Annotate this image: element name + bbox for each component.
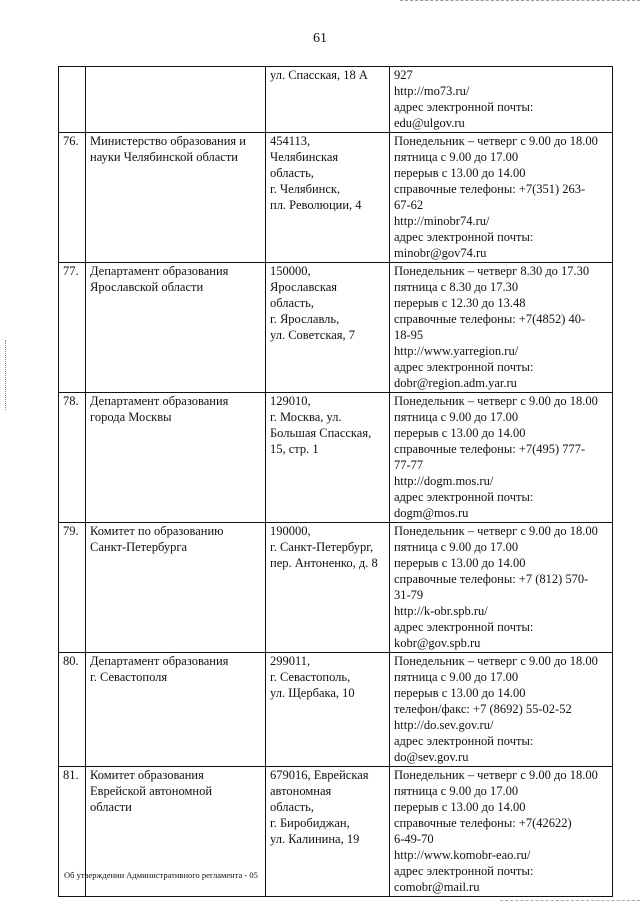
contacts-cell bbox=[390, 393, 613, 523]
address-line: г. Севастополь, bbox=[270, 670, 351, 684]
table-row bbox=[59, 133, 613, 263]
address-cell bbox=[266, 133, 390, 263]
table-row bbox=[59, 263, 613, 393]
organization-name-line: г. Севастополя bbox=[90, 670, 168, 684]
contact-line: Понедельник – четверг с 9.00 до 18.00 bbox=[394, 524, 598, 538]
contact-line: 6-49-70 bbox=[394, 832, 434, 846]
contact-line: адрес электронной почты: bbox=[394, 360, 534, 374]
address-line: пл. Революции, 4 bbox=[270, 198, 362, 212]
row-number-cell bbox=[59, 133, 86, 263]
organization-name-cell bbox=[86, 653, 266, 767]
organization-name-line: Департамент образования bbox=[90, 654, 229, 668]
contact-line: перерыв с 12.30 до 13.48 bbox=[394, 296, 526, 310]
contact-line: перерыв с 13.00 до 14.00 bbox=[394, 426, 526, 440]
address-line: ул. Калинина, 19 bbox=[270, 832, 360, 846]
contact-line: Понедельник – четверг с 9.00 до 18.00 bbox=[394, 768, 598, 782]
contact-line: пятница с 9.00 до 17.00 bbox=[394, 150, 519, 164]
address-line: г. Москва, ул. bbox=[270, 410, 342, 424]
contact-line: 67-62 bbox=[394, 198, 424, 212]
table-row bbox=[59, 393, 613, 523]
contact-line: Понедельник – четверг с 9.00 до 18.00 bbox=[394, 654, 598, 668]
organization-name-line: науки Челябинской области bbox=[90, 150, 238, 164]
table-row bbox=[59, 653, 613, 767]
contact-line: Понедельник – четверг с 9.00 до 18.00 bbox=[394, 394, 598, 408]
address-line: пер. Антоненко, д. 8 bbox=[270, 556, 378, 570]
row-number-cell bbox=[59, 523, 86, 653]
row-number: 80. bbox=[63, 654, 79, 668]
row-number-cell bbox=[59, 653, 86, 767]
address-line: Ярославская bbox=[270, 280, 338, 294]
contact-line: http://www.komobr-eao.ru/ bbox=[394, 848, 531, 862]
contact-line: do@sev.gov.ru bbox=[394, 750, 469, 764]
organization-name-cell bbox=[86, 263, 266, 393]
address-line: ул. Советская, 7 bbox=[270, 328, 355, 342]
scan-margin-marks bbox=[5, 340, 8, 410]
contact-line: пятница с 9.00 до 17.00 bbox=[394, 670, 519, 684]
contacts-cell bbox=[390, 67, 613, 133]
contact-line: справочные телефоны: +7 (812) 570- bbox=[394, 572, 589, 586]
row-number: 77. bbox=[63, 264, 79, 278]
row-number: 78. bbox=[63, 394, 79, 408]
contact-line: edu@ulgov.ru bbox=[394, 116, 465, 130]
contact-line: kobr@gov.spb.ru bbox=[394, 636, 481, 650]
address-cell bbox=[266, 67, 390, 133]
contact-line: пятница с 9.00 до 17.00 bbox=[394, 410, 519, 424]
address-line: г. Ярославль, bbox=[270, 312, 340, 326]
contacts-cell bbox=[390, 263, 613, 393]
contact-line: http://dogm.mos.ru/ bbox=[394, 474, 494, 488]
contact-line: перерыв с 13.00 до 14.00 bbox=[394, 800, 526, 814]
organization-name-line: Ярославской области bbox=[90, 280, 204, 294]
organization-name-line: Департамент образования bbox=[90, 394, 229, 408]
contact-line: 18-95 bbox=[394, 328, 424, 342]
organization-name-cell bbox=[86, 67, 266, 133]
address-line: ул. Щербака, 10 bbox=[270, 686, 355, 700]
contact-line: адрес электронной почты: bbox=[394, 734, 534, 748]
contact-line: http://k-obr.spb.ru/ bbox=[394, 604, 488, 618]
organization-name-cell bbox=[86, 523, 266, 653]
contact-line: http://www.yarregion.ru/ bbox=[394, 344, 519, 358]
contact-line: телефон/факс: +7 (8692) 55-02-52 bbox=[394, 702, 572, 716]
contact-line: адрес электронной почты: bbox=[394, 100, 534, 114]
contact-line: dobr@region.adm.yar.ru bbox=[394, 376, 517, 390]
document-footer: Об утверждении Административного регламента - 05 bbox=[64, 870, 258, 880]
contact-line: перерыв с 13.00 до 14.00 bbox=[394, 686, 526, 700]
contact-line: перерыв с 13.00 до 14.00 bbox=[394, 556, 526, 570]
address-line: 299011, bbox=[270, 654, 311, 668]
contact-line: пятница с 9.00 до 17.00 bbox=[394, 540, 519, 554]
row-number-cell bbox=[59, 393, 86, 523]
organization-name-line: города Москвы bbox=[90, 410, 172, 424]
address-line: Большая Спасская, bbox=[270, 426, 372, 440]
contacts-cell bbox=[390, 133, 613, 263]
address-line: 679016, Еврейская bbox=[270, 768, 369, 782]
contact-line: Понедельник – четверг с 9.00 до 18.00 bbox=[394, 134, 598, 148]
contact-line: пятница с 8.30 до 17.30 bbox=[394, 280, 519, 294]
organization-name-line: Комитет образования bbox=[90, 768, 204, 782]
address-cell bbox=[266, 653, 390, 767]
contact-line: перерыв с 13.00 до 14.00 bbox=[394, 166, 526, 180]
address-line: г. Биробиджан, bbox=[270, 816, 350, 830]
address-line: ул. Спасская, 18 А bbox=[270, 68, 368, 82]
address-line: 190000, bbox=[270, 524, 311, 538]
contact-line: minobr@gov74.ru bbox=[394, 246, 487, 260]
address-cell bbox=[266, 523, 390, 653]
table-row bbox=[59, 523, 613, 653]
address-line: 454113, bbox=[270, 134, 311, 148]
address-line: г. Челябинск, bbox=[270, 182, 341, 196]
address-line: г. Санкт-Петербург, bbox=[270, 540, 374, 554]
contact-line: comobr@mail.ru bbox=[394, 880, 480, 894]
address-line: 129010, bbox=[270, 394, 311, 408]
address-line: Челябинская bbox=[270, 150, 339, 164]
row-number: 81. bbox=[63, 768, 79, 782]
address-line: область, bbox=[270, 296, 314, 310]
table-body bbox=[59, 67, 613, 897]
contact-line: http://do.sev.gov.ru/ bbox=[394, 718, 494, 732]
contacts-cell bbox=[390, 653, 613, 767]
row-number-cell bbox=[59, 263, 86, 393]
row-number: 79. bbox=[63, 524, 79, 538]
contact-line: адрес электронной почты: bbox=[394, 620, 534, 634]
organization-name-cell bbox=[86, 393, 266, 523]
address-cell bbox=[266, 263, 390, 393]
organization-name-line: Еврейской автономной bbox=[90, 784, 213, 798]
address-line: область, bbox=[270, 166, 314, 180]
address-cell bbox=[266, 393, 390, 523]
address-line: 15, стр. 1 bbox=[270, 442, 319, 456]
contact-line: 77-77 bbox=[394, 458, 424, 472]
contact-line: Понедельник – четверг 8.30 до 17.30 bbox=[394, 264, 590, 278]
contact-line: пятница с 9.00 до 17.00 bbox=[394, 784, 519, 798]
row-number-cell bbox=[59, 67, 86, 133]
row-number: 76. bbox=[63, 134, 79, 148]
contact-line: 31-79 bbox=[394, 588, 424, 602]
contact-line: http://minobr74.ru/ bbox=[394, 214, 490, 228]
organization-name-line: Департамент образования bbox=[90, 264, 229, 278]
contact-line: dogm@mos.ru bbox=[394, 506, 469, 520]
table-row bbox=[59, 67, 613, 133]
contact-line: справочные телефоны: +7(495) 777- bbox=[394, 442, 586, 456]
organizations-table bbox=[58, 66, 613, 897]
contact-line: справочные телефоны: +7(351) 263- bbox=[394, 182, 586, 196]
top-scan-line bbox=[400, 0, 640, 1]
address-line: 150000, bbox=[270, 264, 311, 278]
contacts-cell bbox=[390, 523, 613, 653]
contact-line: адрес электронной почты: bbox=[394, 864, 534, 878]
address-cell bbox=[266, 767, 390, 897]
address-line: область, bbox=[270, 800, 314, 814]
contacts-cell bbox=[390, 767, 613, 897]
organization-name-cell bbox=[86, 133, 266, 263]
organization-name-line: области bbox=[90, 800, 132, 814]
contact-line: справочные телефоны: +7(4852) 40- bbox=[394, 312, 586, 326]
organization-name-line: Комитет по образованию bbox=[90, 524, 224, 538]
contact-line: 927 bbox=[394, 68, 413, 82]
contact-line: справочные телефоны: +7(42622) bbox=[394, 816, 572, 830]
address-line: автономная bbox=[270, 784, 332, 798]
contact-line: http://mo73.ru/ bbox=[394, 84, 470, 98]
organization-name-line: Министерство образования и bbox=[90, 134, 246, 148]
contact-line: адрес электронной почты: bbox=[394, 490, 534, 504]
bottom-scan-line bbox=[500, 900, 640, 901]
contact-line: адрес электронной почты: bbox=[394, 230, 534, 244]
page-number: 61 bbox=[313, 31, 327, 46]
organization-name-line: Санкт-Петербурга bbox=[90, 540, 188, 554]
